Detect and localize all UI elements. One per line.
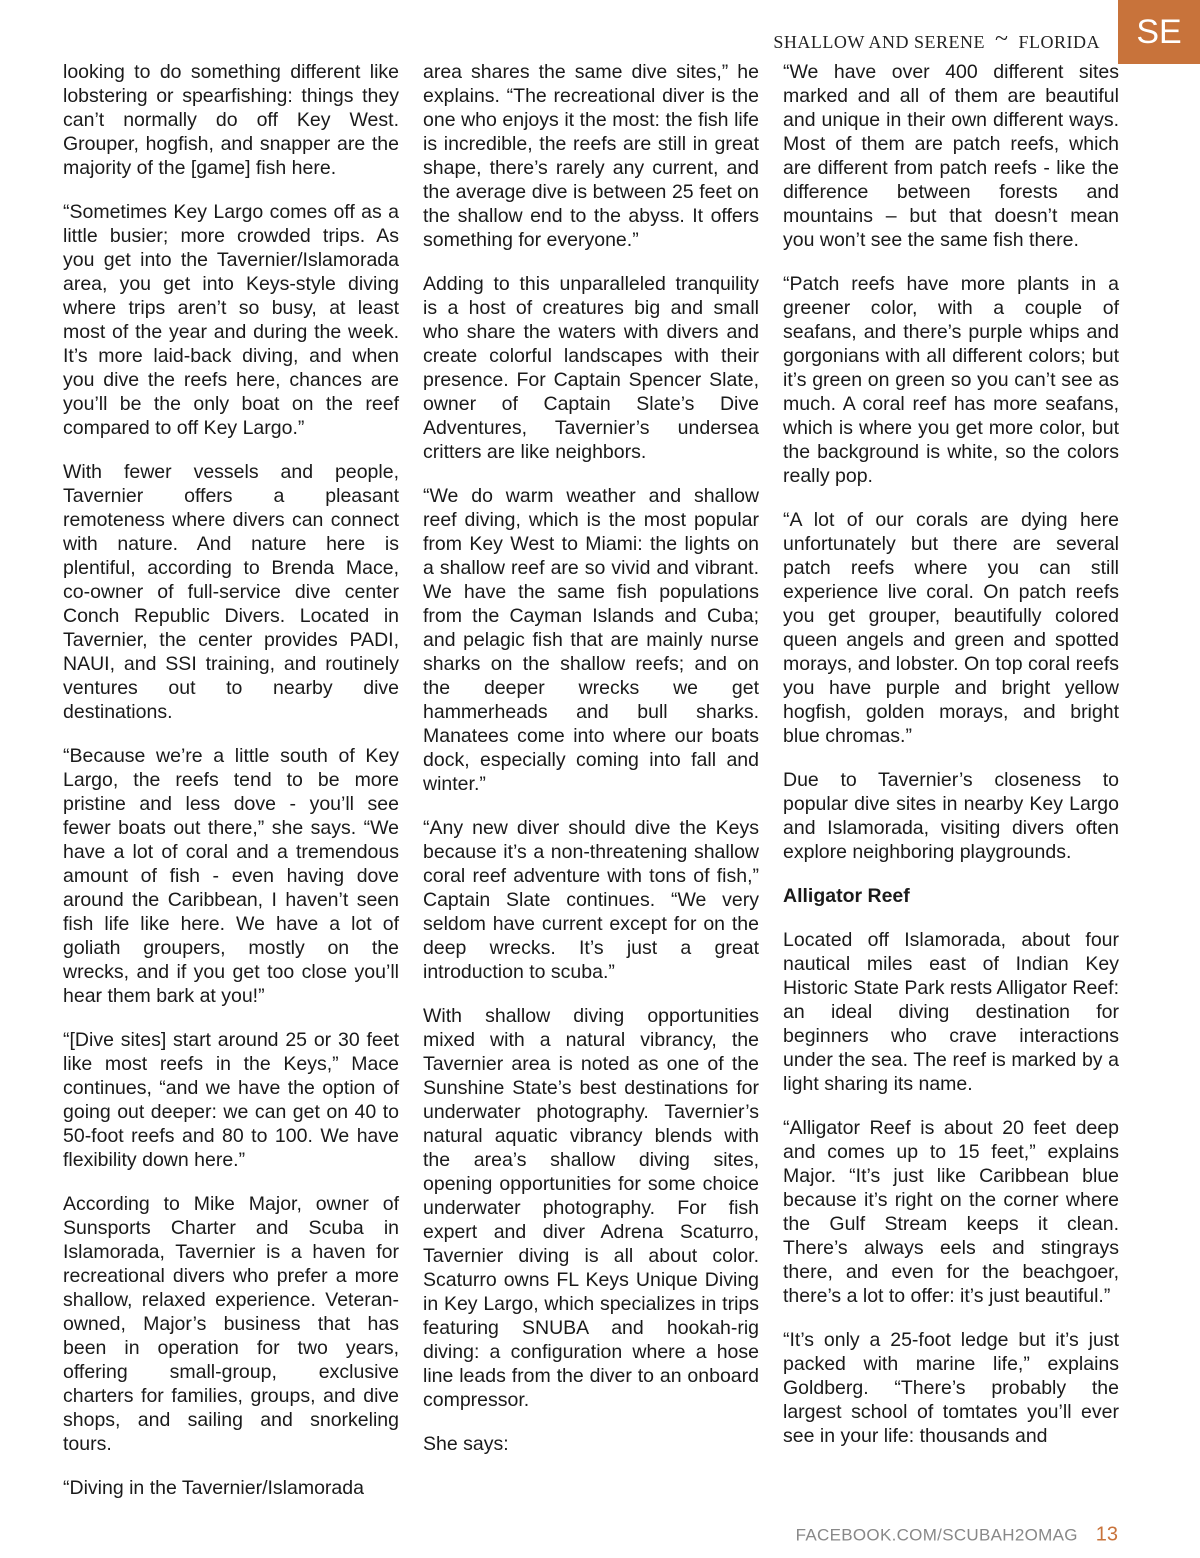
paragraph: “Patch reefs have more plants in a greener color, with a couple of seafans, and there’s purple whips and gorgonians with all different colors; but it’s green on green so you can’t see as much. A coral reef has more seafans, which is where you get more color, but the background is white, so the colors really pop. — [783, 273, 1119, 487]
paragraph: Located off Islamorada, about four nautical miles east of Indian Key Historic State Park rests Alligator Reef: an ideal diving destination for beginners who crave interactions under the sea. The reef is marked by a light sharing its name. — [783, 929, 1119, 1095]
header-tilde-separator: ~ — [995, 26, 1009, 52]
paragraph: “Any new diver should dive the Keys because it’s a non-threatening shallow coral reef adventure with tons of fish,” Captain Slate continues. “We very seldom have current except for on the deep wrecks. It’s just a great introduction to scuba.” — [423, 817, 759, 983]
section-heading: Alligator Reef — [783, 885, 910, 907]
paragraph: looking to do something different like lobstering or spearfishing: things they can’t normally do off Key West. Grouper, hogfish, and snapper are the majority of the [game] fish here. — [63, 61, 399, 179]
article-column-2 — [423, 60, 759, 1476]
paragraph: “A lot of our corals are dying here unfortunately but there are several patch reefs where you can still experience live coral. On patch reefs you get grouper, beautifully colored queen angels and green and spotted morays, and lobster. On top coral reefs you have purple and bright yellow hogfish, golden morays, and bright blue chromas.” — [783, 509, 1119, 747]
paragraph: “We have over 400 different sites marked and all of them are beautiful and unique in their own different ways. Most of them are patch reefs, which are different from patch reefs - like the difference between forests and mountains – but that doesn’t mean you won’t see the same fish there. — [783, 61, 1119, 251]
paragraph: “It’s only a 25-foot ledge but it’s just packed with marine life,” explains Goldberg. “There’s probably the largest school of tomtates you’ll ever see in your life: thousands and — [783, 1329, 1119, 1447]
paragraph: “We do warm weather and shallow reef diving, which is the most popular from Key West to Miami: the lights on a shallow reef are so vivid and vibrant. We have the same fish populations from the Cayman Islands and Cuba; and pelagic fish that are mainly nurse sharks on the shallow reefs; and on the deeper wrecks we get hammerheads and bull sharks. Manatees come into where our boats dock, especially coming into fall and winter.” — [423, 485, 759, 795]
paragraph: According to Mike Major, owner of Sunsports Charter and Scuba in Islamorada, Tavernier is a haven for recreational divers who prefer a more shallow, relaxed experience. Veteran-owned, Major’s business that has been in operation for two years, offering small-group, exclusive charters for families, groups, and dive shops, and sailing and snorkeling tours. — [63, 1193, 399, 1455]
header-section-title: SHALLOW AND SERENE — [773, 31, 985, 52]
paragraph: “Sometimes Key Largo comes off as a little busier; more crowded trips. As you get into the Tavernier/Islamorada area, you get into Keys-style diving where trips aren’t so busy, at least most of the year and during the week. It’s more laid-back diving, and when you dive the reefs here, chances are you’ll be the only boat on the reef compared to off Key Largo.” — [63, 201, 399, 439]
paragraph: “Alligator Reef is about 20 feet deep and comes up to 15 feet,” explains Major. “It’s just like Caribbean blue because it’s right on the corner where the Gulf Stream keeps it clean. There’s always eels and stingrays there, and even for the beachgoer, there’s a lot to offer: it’s just beautiful.” — [783, 1117, 1119, 1307]
paragraph: “Because we’re a little south of Key Largo, the reefs tend to be more pristine and less dove - you’ll see fewer boats out there,” she says. “We have a lot of coral and a tremendous amount of fish - even having dove around the Caribbean, I haven’t seen fish life like here. We have a lot of goliath groupers, mostly on the wrecks, and if you get too close you’ll hear them bark at you!” — [63, 745, 399, 1007]
running-header — [773, 26, 1100, 54]
region-badge: SE — [1118, 0, 1200, 64]
paragraph: area shares the same dive sites,” he explains. “The recreational diver is the one who enjoys it the most: the fish life is incredible, the reefs are still in great shape, there’s rarely any current, and the average dive is between 25 feet on the shallow end to the abyss. It offers something for everyone.” — [423, 61, 759, 251]
header-region: FLORIDA — [1018, 31, 1100, 52]
page-number: 13 — [1095, 1523, 1118, 1546]
article-column-1 — [63, 60, 399, 1520]
footer-facebook-link[interactable]: FACEBOOK.COM/SCUBAH2OMAG — [795, 1525, 1078, 1545]
paragraph: She says: — [423, 1433, 509, 1455]
paragraph: “Diving in the Tavernier/Islamorada — [63, 1477, 364, 1499]
paragraph: With fewer vessels and people, Tavernier offers a pleasant remoteness where divers can connect with nature. And nature here is plentiful, according to Brenda Mace, co-owner of full-service dive center Conch Republic Divers. Located in Tavernier, the center provides PADI, NAUI, and SSI training, and routinely ventures out to nearby dive destinations. — [63, 461, 399, 723]
page-footer — [796, 1524, 1118, 1547]
paragraph: With shallow diving opportunities mixed with a natural vibrancy, the Tavernier area is noted as one of the Sunshine State’s best destinations for underwater photography. Tavernier’s natural aquatic vibrancy blends with the area’s shallow diving sites, opening opportunities for some choice underwater photography. For fish expert and diver Adrena Scaturro, Tavernier diving is all about color. Scaturro owns FL Keys Unique Diving in Key Largo, which specializes in trips featuring SNUBA and hookah-rig diving: a configuration where a hose line leads from the diver to an onboard compressor. — [423, 1005, 759, 1411]
paragraph: “[Dive sites] start around 25 or 30 feet like most reefs in the Keys,” Mace continues, “and we have the option of going out deeper: we can get on 40 to 50-foot reefs and 80 to 100. We have flexibility down here.” — [63, 1029, 399, 1171]
paragraph: Adding to this unparalleled tranquility is a host of creatures big and small who share the waters with divers and create colorful landscapes with their presence. For Captain Spencer Slate, owner of Captain Slate’s Dive Adventures, Tavernier’s undersea critters are like neighbors. — [423, 273, 759, 463]
article-column-3 — [783, 60, 1119, 1468]
paragraph: Due to Tavernier’s closeness to popular dive sites in nearby Key Largo and Islamorada, visiting divers often explore neighboring playgrounds. — [783, 769, 1119, 863]
